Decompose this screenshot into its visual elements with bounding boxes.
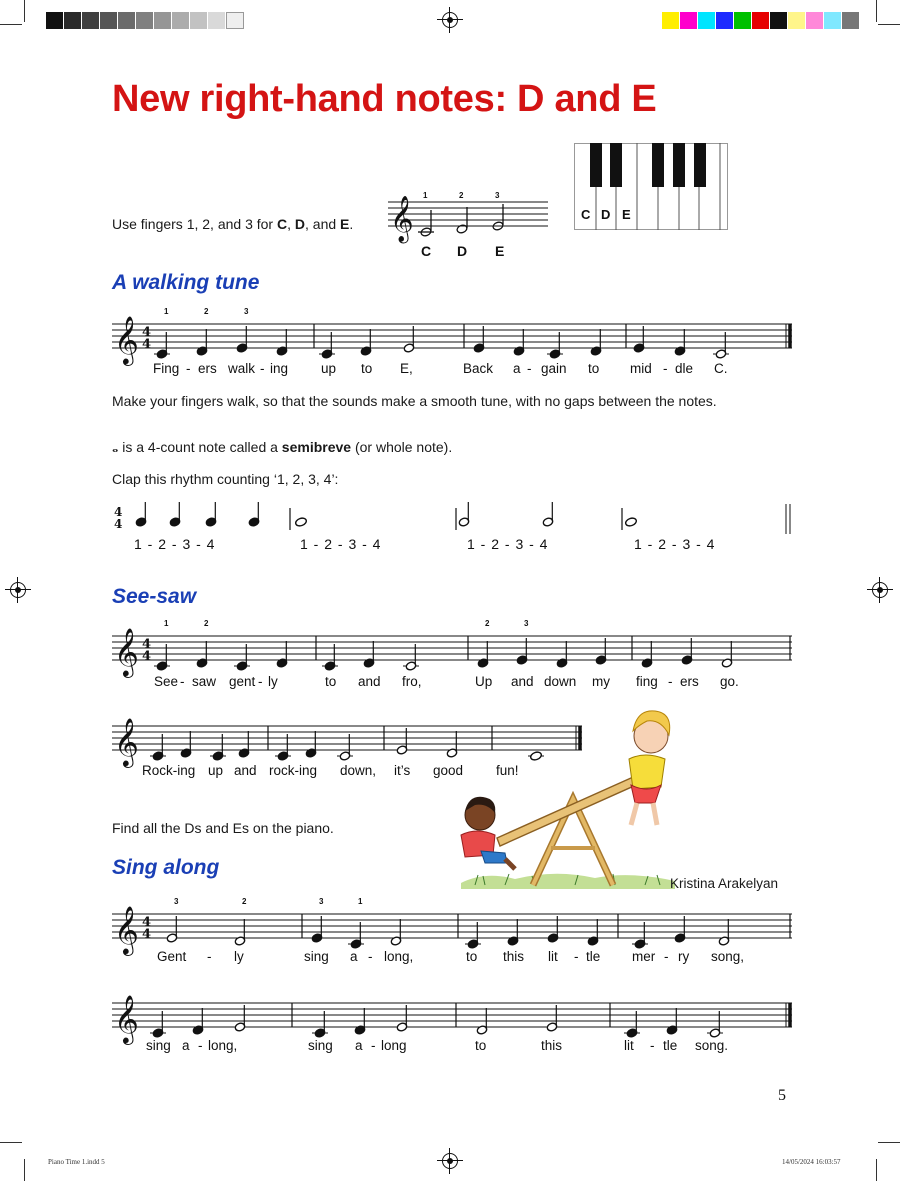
color-swatch <box>82 12 100 29</box>
color-swatch <box>824 12 842 29</box>
lyric-syllable: down <box>544 674 577 689</box>
lyric-syllable: See <box>154 674 179 689</box>
lyric-syllable: Rock-ing <box>142 763 196 778</box>
finger-number: 1 <box>358 897 363 906</box>
lyric-hyphen: - <box>574 949 579 964</box>
lyric-syllable: gain <box>541 361 567 376</box>
color-swatch <box>46 12 64 29</box>
color-swatch <box>752 12 770 29</box>
registration-mark-bottom <box>442 1153 458 1169</box>
lyric-syllable: saw <box>192 674 217 689</box>
crop-mark <box>876 0 877 22</box>
color-swatch <box>662 12 680 29</box>
color-swatch <box>208 12 226 29</box>
time-signature: 4 <box>114 517 123 531</box>
quarter-note <box>354 1008 365 1035</box>
registration-mark-right <box>872 582 888 598</box>
treble-clef-icon: 𝄞 <box>114 627 139 676</box>
color-swatch <box>226 12 244 29</box>
note-c: C <box>276 216 288 232</box>
registration-mark-top <box>442 12 458 28</box>
color-swatch <box>806 12 824 29</box>
color-swatch <box>64 12 82 29</box>
note-e: E <box>340 216 350 232</box>
count-label: 1 - 2 - 3 - 4 <box>134 536 216 552</box>
lyric-hyphen: - <box>180 674 185 689</box>
half-note <box>476 1008 487 1035</box>
lyric-hyphen: - <box>650 1038 655 1053</box>
finger-number: 3 <box>524 619 529 628</box>
quarter-note <box>276 641 287 668</box>
note-letter: C <box>421 243 432 259</box>
crop-mark <box>878 24 900 25</box>
lyric-syllable: rock-ing <box>269 763 318 778</box>
page-number: 5 <box>778 1087 786 1104</box>
crop-mark <box>876 1159 877 1181</box>
quarter-note <box>248 502 259 527</box>
finger-number: 2 <box>204 619 209 628</box>
quarter-note <box>587 919 598 946</box>
color-swatch <box>154 12 172 29</box>
lyric-syllable: walk <box>228 361 256 376</box>
lyric-syllable: fro, <box>402 674 422 689</box>
finger-number: 3 <box>319 897 324 906</box>
color-swatch <box>770 12 788 29</box>
lyric-syllable: and <box>511 674 534 689</box>
intro-text-start: Use fingers 1, 2, and 3 for <box>112 216 277 232</box>
color-swatch <box>698 12 716 29</box>
lyric-syllable: tle <box>663 1038 678 1053</box>
crop-mark <box>0 1142 22 1143</box>
lyric-hyphen: - <box>368 949 373 964</box>
lyric-syllable: up <box>208 763 224 778</box>
lyric-syllable: ly <box>234 949 244 964</box>
finger-number: 3 <box>244 307 249 316</box>
half-note <box>542 502 553 527</box>
quarter-note <box>196 641 207 668</box>
lyric-hyphen: - <box>663 361 668 376</box>
half-note <box>234 919 245 946</box>
footer-file: Piano Time 1.indd 5 <box>48 1158 105 1166</box>
separator: , <box>287 216 295 232</box>
lyric-hyphen: - <box>668 674 673 689</box>
separator: , and <box>305 216 341 232</box>
quarter-note <box>192 1008 203 1035</box>
lyric-syllable: tle <box>586 949 601 964</box>
black-key <box>590 143 602 187</box>
intro-notes <box>418 204 504 237</box>
lyric-hyphen: - <box>207 949 212 964</box>
count-label: 1 - 2 - 3 - 4 <box>467 536 549 552</box>
crop-mark <box>24 0 25 22</box>
treble-clef-icon: 𝄞 <box>114 905 139 954</box>
quarter-note <box>590 329 601 356</box>
quarter-note <box>477 641 488 668</box>
finger-number: 1 <box>164 619 169 628</box>
lyric-syllable: E, <box>400 361 413 376</box>
semibreve-term: semibreve <box>281 439 352 455</box>
lyric-syllable: lit <box>624 1038 634 1053</box>
lyric-syllable: ry <box>678 949 690 964</box>
intro-text <box>112 216 353 232</box>
composer-name: Kristina Arakelyan <box>670 876 779 891</box>
semibreve-text-end: (or whole note). <box>351 439 453 455</box>
lyric-syllable: long, <box>208 1038 238 1053</box>
lyric-hyphen: - <box>198 1038 203 1053</box>
note-letter: D <box>457 243 468 259</box>
finger-number: 2 <box>459 191 464 200</box>
walking-instruction: Make your fingers walk, so that the sounds make a smooth tune, with no gaps between the notes. <box>112 393 717 409</box>
lyric-syllable: C. <box>714 361 728 376</box>
lyric-syllable: and <box>234 763 257 778</box>
time-signature: 4 <box>142 927 152 942</box>
treble-clef-icon: 𝄞 <box>114 315 139 364</box>
see-saw-staff-1 <box>112 618 792 674</box>
note-letter: E <box>495 243 505 259</box>
quarter-note <box>180 731 191 758</box>
whole-note <box>625 517 638 528</box>
lyric-syllable: go. <box>720 674 739 689</box>
quarter-note <box>666 1008 677 1035</box>
color-swatch <box>788 12 806 29</box>
color-swatch <box>680 12 698 29</box>
lyric-syllable: sing <box>308 1038 333 1053</box>
whole-note <box>295 517 308 528</box>
lyric-syllable: this <box>541 1038 563 1053</box>
treble-clef-icon: 𝄞 <box>114 994 139 1043</box>
quarter-note <box>305 731 316 758</box>
color-swatch <box>190 12 208 29</box>
lyric-syllable: up <box>321 361 337 376</box>
footer-timestamp: 14/05/2024 16:03:57 <box>782 1158 841 1166</box>
section-heading-walking-tune: A walking tune <box>112 271 260 294</box>
color-swatch <box>118 12 136 29</box>
quarter-note <box>556 641 567 668</box>
lyric-syllable: Fing <box>153 361 180 376</box>
key-label: E <box>622 207 631 222</box>
key-label: D <box>601 207 611 222</box>
lyric-hyphen: - <box>186 361 191 376</box>
treble-clef-icon: 𝄞 <box>390 196 414 242</box>
lyric-syllable: my <box>592 674 610 689</box>
finger-number: 2 <box>485 619 490 628</box>
lyric-hyphen: - <box>260 361 265 376</box>
lyric-syllable: fing <box>636 674 658 689</box>
time-signature: 4 <box>114 505 123 519</box>
color-swatch <box>100 12 118 29</box>
finger-number: 3 <box>495 191 500 200</box>
finger-number: 2 <box>204 307 209 316</box>
lyric-syllable: sing <box>304 949 329 964</box>
quarter-note <box>205 502 216 527</box>
half-note <box>718 919 729 946</box>
crop-mark <box>878 1142 900 1143</box>
lyric-syllable: ly <box>268 674 278 689</box>
lyric-syllable: to <box>466 949 478 964</box>
quarter-note <box>276 329 287 356</box>
half-note <box>390 919 401 946</box>
color-swatch <box>734 12 752 29</box>
lyric-syllable: long, <box>384 949 414 964</box>
finger-number: 3 <box>174 897 179 906</box>
lyric-syllable: a <box>355 1038 363 1053</box>
period: . <box>349 216 354 232</box>
lyric-syllable: good <box>433 763 464 778</box>
section-heading-sing-along: Sing along <box>112 856 220 879</box>
lyric-syllable: lit <box>548 949 558 964</box>
semibreve-definition <box>112 437 452 457</box>
quarter-note <box>169 502 180 527</box>
quarter-note <box>238 731 249 758</box>
lyric-syllable: to <box>475 1038 487 1053</box>
color-swatch <box>842 12 860 29</box>
lyric-syllable: ers <box>198 361 217 376</box>
quarter-note <box>674 329 685 356</box>
lyric-syllable: and <box>358 674 381 689</box>
lyric-syllable: Back <box>463 361 494 376</box>
count-label: 1 - 2 - 3 - 4 <box>300 536 382 552</box>
half-note <box>721 641 732 668</box>
see-saw-illustration <box>455 703 680 893</box>
lyric-syllable: sing <box>146 1038 171 1053</box>
black-key <box>694 143 706 187</box>
quarter-note <box>507 919 518 946</box>
note-d: D <box>294 216 306 232</box>
black-key <box>673 143 685 187</box>
intro-staff <box>388 188 550 246</box>
color-swatch <box>136 12 154 29</box>
sing-along-staff-2 <box>112 985 792 1041</box>
piano-note: Find all the Ds and Es on the piano. <box>112 820 334 836</box>
finger-number: 2 <box>242 897 247 906</box>
lyric-syllable: gent <box>229 674 256 689</box>
lyric-syllable: song, <box>711 949 745 964</box>
quarter-note <box>196 329 207 356</box>
semibreve-text-start: is a 4-count note called a <box>118 439 282 455</box>
lyric-syllable: Up <box>475 674 493 689</box>
semibreve-icon: 𝅝 <box>112 437 119 456</box>
lyric-syllable: a <box>350 949 358 964</box>
black-key <box>652 143 664 187</box>
color-swatch <box>172 12 190 29</box>
walking-tune-staff <box>112 306 792 362</box>
lyric-syllable: a <box>182 1038 190 1053</box>
treble-clef-icon: 𝄞 <box>114 717 139 766</box>
lyric-syllable: Gent <box>157 949 187 964</box>
lyric-syllable: it’s <box>394 763 411 778</box>
quarter-note <box>641 641 652 668</box>
color-swatch-bar <box>662 12 860 29</box>
time-signature: 4 <box>142 915 152 930</box>
sing-along-staff-1 <box>112 896 792 952</box>
time-signature: 4 <box>142 337 152 352</box>
quarter-note <box>135 502 146 527</box>
time-signature: 4 <box>142 637 152 652</box>
section-heading-see-saw: See-saw <box>112 585 197 608</box>
finger-number: 1 <box>164 307 169 316</box>
rhythm-line <box>112 500 794 536</box>
lyric-hyphen: - <box>527 361 532 376</box>
finger-number: 1 <box>423 191 428 200</box>
lyric-syllable: long <box>381 1038 407 1053</box>
time-signature: 4 <box>142 649 152 664</box>
lyric-syllable: ers <box>680 674 699 689</box>
rhythm-instruction: Clap this rhythm counting ‘1, 2, 3, 4’: <box>112 471 339 487</box>
lyric-syllable: to <box>361 361 373 376</box>
lyric-syllable: mer <box>632 949 656 964</box>
lyric-hyphen: - <box>664 949 669 964</box>
lyric-hyphen: - <box>258 674 263 689</box>
color-swatch <box>716 12 734 29</box>
lyric-syllable: down, <box>340 763 377 778</box>
half-note <box>458 502 469 527</box>
time-signature: 4 <box>142 325 152 340</box>
crop-mark <box>24 1159 25 1181</box>
lyric-syllable: to <box>325 674 337 689</box>
quarter-note <box>363 641 374 668</box>
quarter-note <box>360 329 371 356</box>
quarter-note <box>513 329 524 356</box>
lyric-syllable: ing <box>270 361 289 376</box>
key-label: C <box>581 207 591 222</box>
lyric-syllable: to <box>588 361 600 376</box>
piano-keyboard <box>574 143 729 231</box>
black-key <box>610 143 622 187</box>
gray-swatch-bar <box>46 12 244 29</box>
lyric-hyphen: - <box>371 1038 376 1053</box>
registration-mark-left <box>10 582 26 598</box>
lyric-syllable: fun! <box>496 763 519 778</box>
lyric-syllable: song. <box>695 1038 729 1053</box>
page-title: New right-hand notes: D and E <box>112 78 657 120</box>
lyric-syllable: a <box>513 361 521 376</box>
count-label: 1 - 2 - 3 - 4 <box>634 536 716 552</box>
crop-mark <box>0 24 22 25</box>
lyric-syllable: this <box>503 949 525 964</box>
lyric-syllable: dle <box>675 361 694 376</box>
lyric-syllable: mid <box>630 361 652 376</box>
